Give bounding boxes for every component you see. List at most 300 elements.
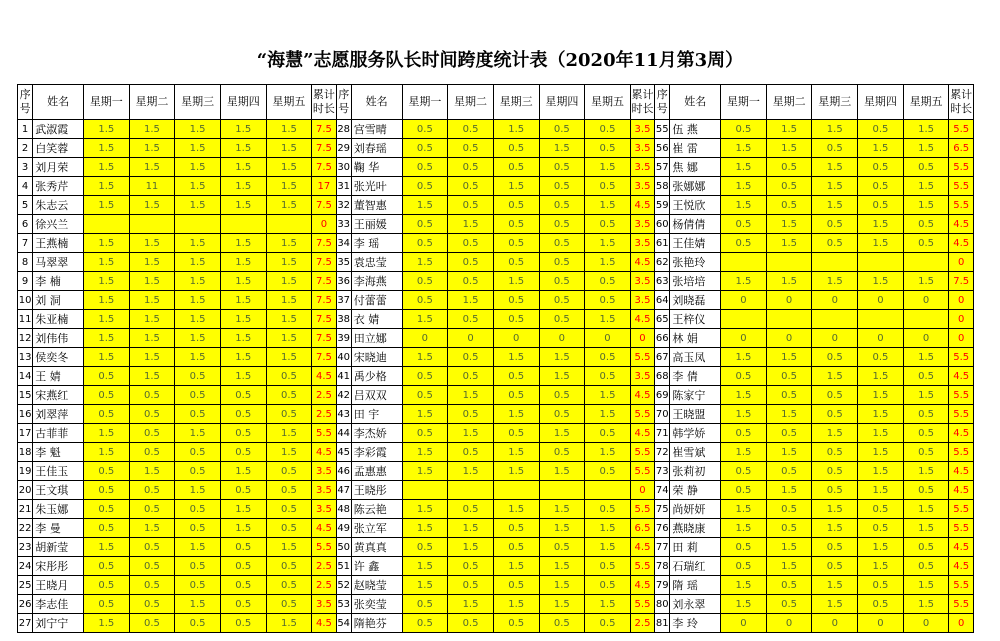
day-hours: 0.5 bbox=[539, 196, 585, 215]
total-hours: 4.5 bbox=[312, 367, 336, 386]
volunteer-name: 鞠 华 bbox=[351, 158, 402, 177]
volunteer-name: 刘晓磊 bbox=[670, 291, 721, 310]
row-index: 41 bbox=[336, 367, 351, 386]
day-hours: 1.5 bbox=[585, 234, 631, 253]
total-hours: 5.5 bbox=[630, 557, 654, 576]
day-hours: 0.5 bbox=[402, 291, 448, 310]
day-hours: 1.5 bbox=[585, 310, 631, 329]
day-hours: 1.5 bbox=[858, 557, 904, 576]
total-hours: 0 bbox=[949, 614, 974, 633]
volunteer-name: 侯奕冬 bbox=[33, 348, 84, 367]
day-hours: 0.5 bbox=[448, 158, 494, 177]
day-hours: 0.5 bbox=[493, 253, 539, 272]
day-hours: 1.5 bbox=[812, 120, 858, 139]
total-hours: 3.5 bbox=[630, 367, 654, 386]
day-hours: 1.5 bbox=[812, 196, 858, 215]
volunteer-name: 刘宁宁 bbox=[33, 614, 84, 633]
day-hours: 1.5 bbox=[721, 196, 767, 215]
day-hours: 1.5 bbox=[266, 538, 312, 557]
day-hours: 0.5 bbox=[539, 405, 585, 424]
day-hours: 1.5 bbox=[812, 500, 858, 519]
day-hours: 0.5 bbox=[903, 481, 949, 500]
day-hours: 1.5 bbox=[83, 443, 129, 462]
day-hours: 0.5 bbox=[220, 405, 266, 424]
day-hours: 1.5 bbox=[266, 120, 312, 139]
day-hours: 1.5 bbox=[539, 367, 585, 386]
row-index: 34 bbox=[336, 234, 351, 253]
total-hours: 17 bbox=[312, 177, 336, 196]
volunteer-name: 古菲菲 bbox=[33, 424, 84, 443]
row-index: 69 bbox=[655, 386, 670, 405]
day-hours: 0.5 bbox=[83, 576, 129, 595]
day-hours: 0.5 bbox=[83, 405, 129, 424]
day-hours: 1.5 bbox=[129, 253, 175, 272]
row-index: 43 bbox=[336, 405, 351, 424]
day-hours: 0.5 bbox=[448, 177, 494, 196]
table-row bbox=[18, 424, 974, 443]
day-hours: 1.5 bbox=[83, 120, 129, 139]
volunteer-name: 刘永翠 bbox=[670, 595, 721, 614]
day-hours: 1.5 bbox=[402, 576, 448, 595]
day-hours: 0.5 bbox=[721, 234, 767, 253]
day-hours: 0.5 bbox=[266, 386, 312, 405]
day-hours: 0.5 bbox=[175, 557, 221, 576]
day-hours: 0.5 bbox=[493, 234, 539, 253]
day-hours: 1.5 bbox=[585, 538, 631, 557]
day-hours: 1.5 bbox=[220, 519, 266, 538]
day-hours bbox=[903, 310, 949, 329]
day-hours: 1.5 bbox=[129, 348, 175, 367]
day-hours: 1.5 bbox=[721, 386, 767, 405]
day-hours: 0 bbox=[766, 329, 812, 348]
row-index: 38 bbox=[336, 310, 351, 329]
total-hours: 5.5 bbox=[949, 120, 974, 139]
day-hours: 1.5 bbox=[175, 139, 221, 158]
day-hours: 0.5 bbox=[448, 500, 494, 519]
row-index: 49 bbox=[336, 519, 351, 538]
day-hours: 1.5 bbox=[766, 234, 812, 253]
day-hours: 0.5 bbox=[858, 595, 904, 614]
table-row bbox=[18, 291, 974, 310]
row-index: 21 bbox=[18, 500, 33, 519]
total-hours: 0 bbox=[949, 310, 974, 329]
day-hours: 0.5 bbox=[539, 253, 585, 272]
header-wed: 星期三 bbox=[812, 85, 858, 120]
day-hours: 0.5 bbox=[585, 614, 631, 633]
day-hours: 0.5 bbox=[493, 538, 539, 557]
total-hours: 4.5 bbox=[949, 557, 974, 576]
day-hours: 1.5 bbox=[220, 367, 266, 386]
row-index: 3 bbox=[18, 158, 33, 177]
total-hours: 4.5 bbox=[312, 443, 336, 462]
row-index: 1 bbox=[18, 120, 33, 139]
row-index: 37 bbox=[336, 291, 351, 310]
day-hours bbox=[812, 310, 858, 329]
day-hours: 1.5 bbox=[493, 348, 539, 367]
day-hours bbox=[83, 215, 129, 234]
day-hours: 1.5 bbox=[493, 177, 539, 196]
day-hours: 0.5 bbox=[493, 386, 539, 405]
row-index: 12 bbox=[18, 329, 33, 348]
day-hours: 0.5 bbox=[493, 424, 539, 443]
volunteer-name: 王文琪 bbox=[33, 481, 84, 500]
day-hours: 1.5 bbox=[721, 158, 767, 177]
day-hours: 1.5 bbox=[585, 595, 631, 614]
total-hours: 4.5 bbox=[312, 519, 336, 538]
day-hours: 0.5 bbox=[129, 405, 175, 424]
row-index: 13 bbox=[18, 348, 33, 367]
day-hours: 1.5 bbox=[266, 291, 312, 310]
total-hours: 7.5 bbox=[312, 196, 336, 215]
table-row bbox=[18, 196, 974, 215]
day-hours: 0.5 bbox=[858, 500, 904, 519]
day-hours: 0.5 bbox=[858, 158, 904, 177]
row-index: 50 bbox=[336, 538, 351, 557]
row-index: 66 bbox=[655, 329, 670, 348]
day-hours: 0.5 bbox=[402, 424, 448, 443]
day-hours: 0.5 bbox=[539, 291, 585, 310]
day-hours: 1.5 bbox=[493, 405, 539, 424]
row-index: 76 bbox=[655, 519, 670, 538]
day-hours: 0.5 bbox=[858, 177, 904, 196]
total-hours: 7.5 bbox=[949, 272, 974, 291]
day-hours bbox=[903, 253, 949, 272]
day-hours: 1.5 bbox=[83, 614, 129, 633]
header-row bbox=[18, 85, 974, 120]
total-hours: 5.5 bbox=[630, 462, 654, 481]
day-hours: 0.5 bbox=[448, 253, 494, 272]
day-hours: 0.5 bbox=[812, 234, 858, 253]
total-hours: 7.5 bbox=[312, 348, 336, 367]
day-hours: 0.5 bbox=[812, 348, 858, 367]
day-hours: 1.5 bbox=[266, 196, 312, 215]
day-hours: 0.5 bbox=[585, 367, 631, 386]
volunteer-name: 李彩霞 bbox=[351, 443, 402, 462]
day-hours: 1.5 bbox=[858, 139, 904, 158]
day-hours: 1.5 bbox=[903, 272, 949, 291]
total-hours: 4.5 bbox=[949, 424, 974, 443]
row-index: 5 bbox=[18, 196, 33, 215]
day-hours: 0.5 bbox=[402, 234, 448, 253]
day-hours: 0.5 bbox=[402, 614, 448, 633]
day-hours: 0.5 bbox=[266, 367, 312, 386]
day-hours: 1.5 bbox=[83, 272, 129, 291]
day-hours: 1.5 bbox=[175, 481, 221, 500]
row-index: 7 bbox=[18, 234, 33, 253]
day-hours: 0.5 bbox=[539, 177, 585, 196]
total-hours: 5.5 bbox=[949, 196, 974, 215]
day-hours: 0.5 bbox=[402, 272, 448, 291]
row-index: 48 bbox=[336, 500, 351, 519]
day-hours: 1.5 bbox=[83, 348, 129, 367]
volunteer-name: 王梓仪 bbox=[670, 310, 721, 329]
total-hours: 3.5 bbox=[630, 139, 654, 158]
volunteer-name: 王佳玉 bbox=[33, 462, 84, 481]
day-hours: 0.5 bbox=[539, 234, 585, 253]
day-hours: 0.5 bbox=[175, 576, 221, 595]
day-hours: 0.5 bbox=[858, 519, 904, 538]
day-hours: 0.5 bbox=[812, 139, 858, 158]
day-hours: 1.5 bbox=[175, 253, 221, 272]
day-hours: 1.5 bbox=[402, 310, 448, 329]
volunteer-name: 刘伟伟 bbox=[33, 329, 84, 348]
day-hours: 0.5 bbox=[903, 405, 949, 424]
total-hours: 0 bbox=[949, 329, 974, 348]
volunteer-name: 宋彤彤 bbox=[33, 557, 84, 576]
table-row bbox=[18, 538, 974, 557]
header-mon: 星期一 bbox=[721, 85, 767, 120]
day-hours: 0.5 bbox=[402, 158, 448, 177]
day-hours: 1.5 bbox=[539, 519, 585, 538]
day-hours: 1.5 bbox=[812, 177, 858, 196]
day-hours: 1.5 bbox=[903, 462, 949, 481]
day-hours: 0.5 bbox=[539, 158, 585, 177]
day-hours: 1.5 bbox=[448, 595, 494, 614]
table-row bbox=[18, 519, 974, 538]
day-hours: 1.5 bbox=[266, 234, 312, 253]
volunteer-name: 李 曼 bbox=[33, 519, 84, 538]
volunteer-name: 韩学娇 bbox=[670, 424, 721, 443]
table-row bbox=[18, 310, 974, 329]
day-hours: 1.5 bbox=[402, 519, 448, 538]
day-hours: 1.5 bbox=[903, 500, 949, 519]
total-hours: 4.5 bbox=[949, 481, 974, 500]
day-hours: 0.5 bbox=[129, 538, 175, 557]
day-hours: 1.5 bbox=[858, 462, 904, 481]
day-hours: 1.5 bbox=[266, 614, 312, 633]
total-hours: 7.5 bbox=[312, 234, 336, 253]
total-hours: 3.5 bbox=[630, 272, 654, 291]
total-hours: 2.5 bbox=[312, 386, 336, 405]
day-hours: 0.5 bbox=[129, 557, 175, 576]
header-thu: 星期四 bbox=[858, 85, 904, 120]
day-hours: 0.5 bbox=[129, 500, 175, 519]
day-hours: 1.5 bbox=[721, 405, 767, 424]
day-hours: 1.5 bbox=[903, 576, 949, 595]
day-hours: 0.5 bbox=[721, 557, 767, 576]
day-hours: 1.5 bbox=[858, 424, 904, 443]
day-hours: 0.5 bbox=[585, 120, 631, 139]
volunteer-name: 田立娜 bbox=[351, 329, 402, 348]
total-hours: 4.5 bbox=[630, 253, 654, 272]
day-hours: 1.5 bbox=[402, 500, 448, 519]
total-hours: 4.5 bbox=[630, 538, 654, 557]
day-hours: 1.5 bbox=[220, 500, 266, 519]
day-hours: 0.5 bbox=[493, 576, 539, 595]
row-index: 40 bbox=[336, 348, 351, 367]
row-index: 55 bbox=[655, 120, 670, 139]
day-hours: 0.5 bbox=[402, 595, 448, 614]
day-hours: 1.5 bbox=[220, 120, 266, 139]
day-hours: 1.5 bbox=[220, 177, 266, 196]
day-hours: 1.5 bbox=[539, 557, 585, 576]
volunteer-name: 石瑞红 bbox=[670, 557, 721, 576]
volunteer-name: 董智惠 bbox=[351, 196, 402, 215]
volunteer-name: 高玉凤 bbox=[670, 348, 721, 367]
day-hours: 1.5 bbox=[83, 329, 129, 348]
day-hours: 0 bbox=[903, 614, 949, 633]
day-hours: 0.5 bbox=[585, 500, 631, 519]
day-hours: 1.5 bbox=[83, 424, 129, 443]
volunteer-name: 张光叶 bbox=[351, 177, 402, 196]
day-hours: 1.5 bbox=[448, 386, 494, 405]
volunteer-name: 张莉初 bbox=[670, 462, 721, 481]
total-hours: 5.5 bbox=[630, 500, 654, 519]
day-hours: 0.5 bbox=[175, 443, 221, 462]
row-index: 30 bbox=[336, 158, 351, 177]
day-hours: 0.5 bbox=[903, 367, 949, 386]
day-hours: 0.5 bbox=[266, 481, 312, 500]
volunteer-name: 王丽媛 bbox=[351, 215, 402, 234]
day-hours: 1.5 bbox=[539, 576, 585, 595]
day-hours: 1.5 bbox=[766, 348, 812, 367]
day-hours: 0.5 bbox=[539, 386, 585, 405]
day-hours: 1.5 bbox=[175, 329, 221, 348]
day-hours: 1.5 bbox=[721, 443, 767, 462]
day-hours: 0.5 bbox=[766, 519, 812, 538]
total-hours: 2.5 bbox=[312, 576, 336, 595]
row-index: 52 bbox=[336, 576, 351, 595]
volunteer-name: 陈云艳 bbox=[351, 500, 402, 519]
row-index: 27 bbox=[18, 614, 33, 633]
day-hours: 0.5 bbox=[812, 481, 858, 500]
total-hours: 5.5 bbox=[949, 348, 974, 367]
table-row bbox=[18, 120, 974, 139]
day-hours: 0.5 bbox=[585, 557, 631, 576]
day-hours: 1.5 bbox=[220, 158, 266, 177]
day-hours: 0 bbox=[493, 329, 539, 348]
day-hours: 1.5 bbox=[175, 538, 221, 557]
row-index: 72 bbox=[655, 443, 670, 462]
day-hours: 0.5 bbox=[220, 424, 266, 443]
day-hours bbox=[175, 215, 221, 234]
row-index: 6 bbox=[18, 215, 33, 234]
day-hours: 0.5 bbox=[766, 386, 812, 405]
row-index: 11 bbox=[18, 310, 33, 329]
day-hours: 1.5 bbox=[83, 310, 129, 329]
day-hours: 1.5 bbox=[448, 215, 494, 234]
volunteer-name: 李 瑶 bbox=[351, 234, 402, 253]
row-index: 10 bbox=[18, 291, 33, 310]
volunteer-name: 朱亚楠 bbox=[33, 310, 84, 329]
total-hours: 3.5 bbox=[630, 215, 654, 234]
volunteer-name: 田 莉 bbox=[670, 538, 721, 557]
volunteer-name: 陈家宁 bbox=[670, 386, 721, 405]
volunteer-name: 焦 娜 bbox=[670, 158, 721, 177]
day-hours: 0.5 bbox=[903, 538, 949, 557]
day-hours: 0.5 bbox=[129, 595, 175, 614]
day-hours: 0.5 bbox=[448, 120, 494, 139]
day-hours: 1.5 bbox=[220, 329, 266, 348]
day-hours: 0.5 bbox=[266, 462, 312, 481]
volunteer-name: 马翠翠 bbox=[33, 253, 84, 272]
total-hours: 3.5 bbox=[630, 158, 654, 177]
day-hours: 0.5 bbox=[493, 196, 539, 215]
header-name: 姓名 bbox=[670, 85, 721, 120]
volunteer-name: 禹少格 bbox=[351, 367, 402, 386]
day-hours: 0.5 bbox=[129, 576, 175, 595]
day-hours: 0 bbox=[721, 614, 767, 633]
day-hours: 0.5 bbox=[220, 557, 266, 576]
total-hours: 5.5 bbox=[630, 348, 654, 367]
volunteer-name: 李 玲 bbox=[670, 614, 721, 633]
row-index: 63 bbox=[655, 272, 670, 291]
day-hours: 0.5 bbox=[585, 215, 631, 234]
day-hours bbox=[448, 481, 494, 500]
header-total: 累计时长 bbox=[312, 85, 336, 120]
day-hours: 1.5 bbox=[812, 367, 858, 386]
day-hours: 1.5 bbox=[721, 519, 767, 538]
day-hours: 0.5 bbox=[721, 215, 767, 234]
day-hours: 0 bbox=[858, 329, 904, 348]
total-hours: 5.5 bbox=[312, 424, 336, 443]
volunteer-name: 隋 瑶 bbox=[670, 576, 721, 595]
day-hours: 1.5 bbox=[766, 139, 812, 158]
day-hours: 0.5 bbox=[175, 614, 221, 633]
day-hours: 1.5 bbox=[83, 538, 129, 557]
day-hours: 0.5 bbox=[721, 481, 767, 500]
day-hours: 0.5 bbox=[448, 272, 494, 291]
day-hours: 1.5 bbox=[903, 177, 949, 196]
total-hours: 4.5 bbox=[949, 234, 974, 253]
day-hours: 1.5 bbox=[858, 443, 904, 462]
day-hours: 1.5 bbox=[903, 595, 949, 614]
day-hours: 1.5 bbox=[175, 348, 221, 367]
day-hours: 1.5 bbox=[220, 348, 266, 367]
table-row bbox=[18, 595, 974, 614]
volunteer-name: 宋燕红 bbox=[33, 386, 84, 405]
day-hours: 0.5 bbox=[175, 462, 221, 481]
volunteer-name: 王佳婧 bbox=[670, 234, 721, 253]
volunteer-name: 张娜娜 bbox=[670, 177, 721, 196]
day-hours: 1.5 bbox=[266, 348, 312, 367]
total-hours: 5.5 bbox=[949, 576, 974, 595]
row-index: 59 bbox=[655, 196, 670, 215]
row-index: 8 bbox=[18, 253, 33, 272]
day-hours: 1.5 bbox=[766, 443, 812, 462]
day-hours: 0.5 bbox=[766, 462, 812, 481]
row-index: 68 bbox=[655, 367, 670, 386]
day-hours: 0.5 bbox=[266, 576, 312, 595]
day-hours: 1.5 bbox=[493, 272, 539, 291]
table-row bbox=[18, 405, 974, 424]
volunteer-name: 白笑蓉 bbox=[33, 139, 84, 158]
day-hours: 1.5 bbox=[402, 405, 448, 424]
table-row bbox=[18, 500, 974, 519]
day-hours: 1.5 bbox=[266, 329, 312, 348]
total-hours: 7.5 bbox=[312, 310, 336, 329]
day-hours: 1.5 bbox=[493, 462, 539, 481]
day-hours: 1.5 bbox=[812, 272, 858, 291]
day-hours: 0.5 bbox=[493, 519, 539, 538]
volunteer-name: 王晓月 bbox=[33, 576, 84, 595]
day-hours: 0.5 bbox=[220, 614, 266, 633]
day-hours bbox=[129, 215, 175, 234]
day-hours: 0.5 bbox=[539, 538, 585, 557]
row-index: 33 bbox=[336, 215, 351, 234]
volunteer-name: 刘春瑶 bbox=[351, 139, 402, 158]
total-hours: 5.5 bbox=[949, 595, 974, 614]
day-hours: 1.5 bbox=[129, 367, 175, 386]
row-index: 14 bbox=[18, 367, 33, 386]
day-hours: 0.5 bbox=[83, 386, 129, 405]
day-hours: 0.5 bbox=[903, 424, 949, 443]
day-hours: 1.5 bbox=[129, 196, 175, 215]
row-index: 78 bbox=[655, 557, 670, 576]
day-hours: 0.5 bbox=[539, 120, 585, 139]
day-hours: 1.5 bbox=[539, 424, 585, 443]
day-hours: 1.5 bbox=[812, 158, 858, 177]
